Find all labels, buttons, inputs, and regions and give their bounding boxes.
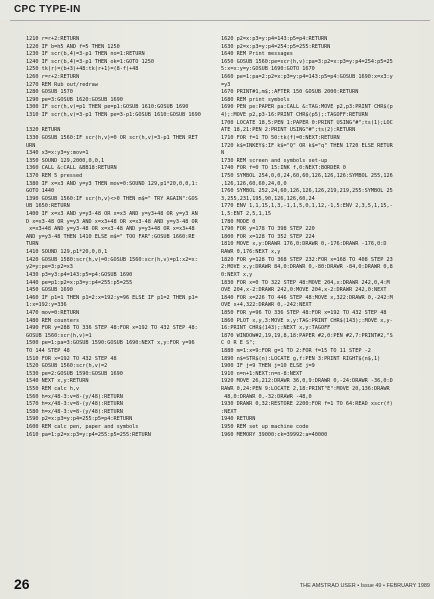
listing-line: 1920 MOVE 26,212:DRAWR 36,0,9:DRAWR 0,-24:DRAWR -36,0:D xyxy=(221,378,393,385)
listing-line: 1330 GOSUB 1560:IF scr(h,v)=0 OR scr(h,v)=3-p1 THEN RET xyxy=(26,134,198,141)
listing-line: ATE 18,21:PEN 2:PRINT USING"#";ts(2):RETURN xyxy=(221,127,356,134)
listing-line: 1940 RETURN xyxy=(221,416,256,423)
listing-line: 1930 DRAWR 0,32:RESTORE 2200:FOR f=1 TO 64:READ xscr(f) xyxy=(221,401,393,408)
listing-line: 1450 GOSUB 1690 xyxy=(26,287,73,294)
listing-line: 1590 p2=x:p3=y:p4=255:p5=p4:RETURN xyxy=(26,416,133,423)
listing-line: 1500 pe=1:pa=3:GOSUB 1590:GOSUB 1690:NEXT x,y:FOR y=96 xyxy=(26,340,195,347)
listing-line: 48,0:DRAWR 0,-32:DRAWR -48,0 xyxy=(221,393,312,400)
listing-line: 3,255,231,195,90,126,126,60,24 xyxy=(221,195,315,202)
listing-line: 1570 h=x/48-3:v=8-(y/48):RETURN xyxy=(26,401,123,408)
listing-line: 1430 p3=y3:p4=143:p5=p4:GOSUB 1690 xyxy=(26,271,133,278)
listing-line: 1620 p2=x:p3=y:p4=143:p5=p4:RETURN xyxy=(221,36,328,42)
section-title: CPC TYPE-IN xyxy=(14,4,81,15)
listing-line: 1740 FOR f=0 TO 15:INK f,0:NEXT:BORDER 0 xyxy=(221,165,346,172)
listing-line: 1,5:ENT 2,5,1,15 xyxy=(221,211,271,218)
listing-line: 1320 RETURN xyxy=(26,127,61,134)
listing-line: 1300 IF scr(h,v)=p1 THEN pe=p1:GOSUB 1610:GOSUB 1690 xyxy=(26,104,189,111)
listing-line: OVE x+4,322:DRAWR 0,-242:NEXT xyxy=(221,302,312,309)
listing-line: 1490 FOR y=288 TO 336 STEP 48:FOR x=192 TO 432 STEP 48: xyxy=(26,325,198,332)
listing-line: 1:x=192:y=336 xyxy=(26,302,67,309)
listing-line: :NEXT xyxy=(221,408,237,415)
listing-line: 1230 IF scr(b,4)=3-p1 THEN no=1:RETURN xyxy=(26,51,145,58)
listing-line: 1480 REM counters xyxy=(26,317,80,324)
listing-line: 0:NEXT x,y xyxy=(221,271,253,278)
listing-line: 1750 SYMBOL 254,0,0,24,60,60,126,126,126:SYMBOL 255,126 xyxy=(221,172,393,179)
listing-line: y2=y:pe=3:p2=x3 xyxy=(26,264,73,271)
listing-line: 1440 pe=p1:p2=x:p3=y:p4=255:p5=255 xyxy=(26,279,133,286)
listing-line: 1370 REM 5 pressed xyxy=(26,172,83,179)
listing-line: 1610 pa=1:p2=x:p3=y:p4=255:p5=255:RETURN xyxy=(26,431,151,438)
listing-line: 1880 m=1:x=9:FOR g=1 TO 2:FOR f=15 TO 11 STEP -2 xyxy=(221,347,371,354)
listing-line: 1690 PEN pe:PAPER pa:CALL &:TAG:MOVE p2,p3:PRINT CHR$(p xyxy=(221,104,393,111)
listing-line: 1310 IF scr(h,v)=3-p1 THEN pe=3-p1:GOSUB 1610:GOSUB 1690 xyxy=(26,112,201,119)
listing-line: 2:MOVE x,y:DRAWR 84,0:DRAWR 0,-80:DRAWR -84,0:DRAWR 0,8 xyxy=(221,264,393,271)
listing-line: RAWR 0,176:NEXT x,y xyxy=(221,249,281,256)
listing-line: 1670 PRINT#1,m$;:AFTER 150 GOSUB 2000:RETURN xyxy=(221,89,359,96)
listing-line: 1960 MEMORY 39000:ck=39992:a=40000 xyxy=(221,431,328,438)
listing-line: 1710 FOR f=1 TO 50:tk(f)=0:NEXT:RETURN xyxy=(221,134,340,141)
listing-line: 1790 FOR y=178 TO 398 STEP 220 xyxy=(221,226,315,233)
listing-line: ,126,126,60,60,24,0,0 xyxy=(221,180,287,187)
listing-line: 1910 n=n+1:NEXT:n=n-8:NEXT xyxy=(221,370,303,377)
page-number: 26 xyxy=(14,576,30,592)
listing-line: TO 144 STEP 48 xyxy=(26,347,70,354)
listing-line: 1850 FOR y=96 TO 336 STEP 48:FOR x=192 TO 432 STEP 48 xyxy=(221,309,387,316)
listing-line: 1730 REM screen and symbols set-up xyxy=(221,157,328,164)
listing-line: 4);:MOVE p2,p3-16:PRINT CHR$(p5);:TAGOFF:RETURN xyxy=(221,112,368,119)
listing-column-left xyxy=(26,36,218,439)
listing-line: 1250 tk(r)=(b+3)+48:tk(r+1)=(8-f)+48 xyxy=(26,66,139,73)
footer-credit: THE AMSTRAD USER • Issue 49 • FEBRUARY 1989 xyxy=(299,583,430,589)
listing-line: 1840 FOR x=226 TO 446 STEP 48:MOVE x,322:DRAWR 0,-242:M xyxy=(221,294,393,301)
listing-line: 1720 k$=INKEY$:IF k$="Q" OR k$="q" THEN 1720 ELSE RETUR xyxy=(221,142,393,149)
listing-line: 1380 IF x=x3 AND y=y3 THEN mov=0:SOUND 129,p1*20,0,0,1: xyxy=(26,180,198,187)
listing-line: 1660 pe=1:pa=2:p2=x:p3=y:p4=143:p5=p4:GOSUB 1690:x=x3:y xyxy=(221,74,393,81)
listing-line xyxy=(26,120,218,128)
listing-line: =y3 xyxy=(221,81,231,88)
listing-line: D x=x3-48 OR y=y3 AND x=x3+48 OR x=x3-48 AND y=y3-48 OR xyxy=(26,218,198,225)
listing-line: 1270 REM Rub out/redraw xyxy=(26,81,98,88)
listing-line: 1580 h=x/48-3:v=8-(y/48):RETURN xyxy=(26,408,123,415)
listing-line: GOTO 1440 xyxy=(26,188,55,195)
listing-line: 1550 REM calc h,v xyxy=(26,386,80,393)
listing-line: N xyxy=(221,150,225,157)
listing-line: 1410 SOUND 129,p1*20,0,0,1 xyxy=(26,249,108,256)
listing-line: 1800 FOR x=128 TO 352 STEP 224 xyxy=(221,233,315,240)
listing-line: 1470 mov=0:RETURN xyxy=(26,309,80,316)
header-rule xyxy=(10,20,430,21)
header-band xyxy=(0,0,434,20)
listing-line: 1400 IF x=x3 AND y=y3-48 OR x=x3 AND y=y3+48 OR y=y3 AN xyxy=(26,211,198,218)
listing-line: 1760 SYMBOL 252,24,60,126,126,126,219,219,255:SYMBOL 25 xyxy=(221,188,393,195)
listing-line: 1360 CALL &:CALL &BB18:RETURN xyxy=(26,165,117,172)
listing-line: 1860 PLOT x,y,3:MOVE x,y:TAG:PRINT CHR$(143);:MOVE x,y- xyxy=(221,317,393,324)
listing-line: 1600 REM calc pen, paper and symbols xyxy=(26,424,139,431)
listing-line: TURN xyxy=(26,241,39,248)
listing-line: x=x3+48 AND y=y3-48 OR x=x3-48 AND y=y3+48 OR x=x3+48 xyxy=(26,226,195,233)
listing-line: 1950 REM set up machine code xyxy=(221,424,309,431)
listing-line: UB 1650:RETURN xyxy=(26,203,70,210)
listing-line: 1560 h=x/48-3:v=8-(y/48):RETURN xyxy=(26,393,123,400)
listing-line: 1340 x3=x:y3=y:mov=1 xyxy=(26,150,89,157)
listing-line: 1260 r=r+2:RETURN xyxy=(26,74,80,81)
listing-column-right xyxy=(221,36,431,439)
listing-line: 1290 pe=3:GOSUB 1620:GOSUB 1690 xyxy=(26,96,123,103)
listing-line: 1420 GOSUB 1580:scr(h,v)=0:GOSUB 1560:scr(h,v)=p1:x2=x: xyxy=(26,256,198,263)
listing-line: 1810 MOVE x,y:DRAWR 176,0:DRAWR 0,-176:DRAWR -176,0:D xyxy=(221,241,387,248)
listing-line: 1280 GOSUB 1570 xyxy=(26,89,73,96)
listing-line: RAWR 0,24:PEN 9:LOCATE 2,18:PRINT"E":MOVE 20,136:DRAWR xyxy=(221,386,390,393)
listing-line: 1390 GOSUB 1560:IF scr(h,v)<>0 THEN m$=" TRY AGAIN":GOS xyxy=(26,195,198,202)
listing-line: 1780 MODE 0 xyxy=(221,218,256,225)
listing-line: 5:x=x:y=y:GOSUB 1690:GOTO 1670 xyxy=(221,66,315,73)
listing-line: 1510 FOR x=192 TO 432 STEP 48 xyxy=(26,355,117,362)
page-footer xyxy=(0,570,434,599)
listing-line: AND y=y3-48 THEN 1410 ELSE m$=" TOO FAR":GOSUB 1660:RE xyxy=(26,233,195,240)
listing-line: 1770 ENV 1,1,15,1,3,-1,1,5,0,1,12,-1,5:ENV 2,3,5,1,15,- xyxy=(221,203,393,210)
listing-line: 1870 WINDOW#2,19,19,8,18:PAPER #2,0:PEN #2,7:PRINT#2,"S xyxy=(221,332,393,339)
listing-line: GOSUB 1560:scr(h,v)=1 xyxy=(26,332,92,339)
listing-line: 1220 IF b=h5 AND f=5 THEN 1250 xyxy=(26,43,120,50)
listing-line: C O R E S"; xyxy=(221,340,256,347)
listing-line: OVE 204,x-2:DRAWR 242,0:MOVE 204,x-2:DRAWR 242,0:NEXT xyxy=(221,287,387,294)
listing-line: 16:PRINT CHR$(143);:NEXT x,y:TAGOFF xyxy=(221,325,331,332)
listing-line: 1520 GOSUB 1560:scr(h,v)=2 xyxy=(26,363,108,370)
listing-line: 1350 SOUND 129,2000,0,0,1 xyxy=(26,157,105,164)
listing-line: 1530 pe=2:GOSUB 1590:GOSUB 1690 xyxy=(26,370,123,377)
listing-line: 1460 IF p1=1 THEN p1=2:x=192:y=96 ELSE IF p1=2 THEN p1= xyxy=(26,294,198,301)
listing-line: 1650 GOSUB 1560:pe=scr(h,v):pa=3:p2=x:p3=y:p4=254:p5=25 xyxy=(221,58,393,65)
listing-line: 1830 FOR x=0 TO 322 STEP 48:MOVE 204,x:DRAWR 242,0,4:M xyxy=(221,279,390,286)
listing-line: 1820 FOR y=128 TO 368 STEP 232:FOR x=168 TO 408 STEP 23 xyxy=(221,256,393,263)
listing-line: 1240 IF scr(b,4)=3-p1 THEN ok=1:GOTO 1250 xyxy=(26,58,155,65)
listing-line: 1640 REM Print messages xyxy=(221,51,293,58)
listing-line: 1680 REM print symbols xyxy=(221,96,290,103)
listing-line: 1900 IF j=9 THEN j=10 ELSE j=9 xyxy=(221,363,315,370)
listing-line: 1700 LOCATE 18,5:PEN 1:PAPER 0:PRINT USING"#";ts(1);LOC xyxy=(221,119,393,126)
listing-line: 1890 n$=STR$(n):LOCATE g,f:PEN 3:PRINT RIGHT$(n$,1) xyxy=(221,355,381,362)
listing-line: 1540 NEXT x,y:RETURN xyxy=(26,378,89,385)
listing-line: 1630 p2=x:p3=y:p4=254:p5=255:RETURN xyxy=(221,43,331,50)
listing-line: URN xyxy=(26,142,36,149)
listing-line: 1210 r=r+2:RETURN xyxy=(26,36,80,42)
